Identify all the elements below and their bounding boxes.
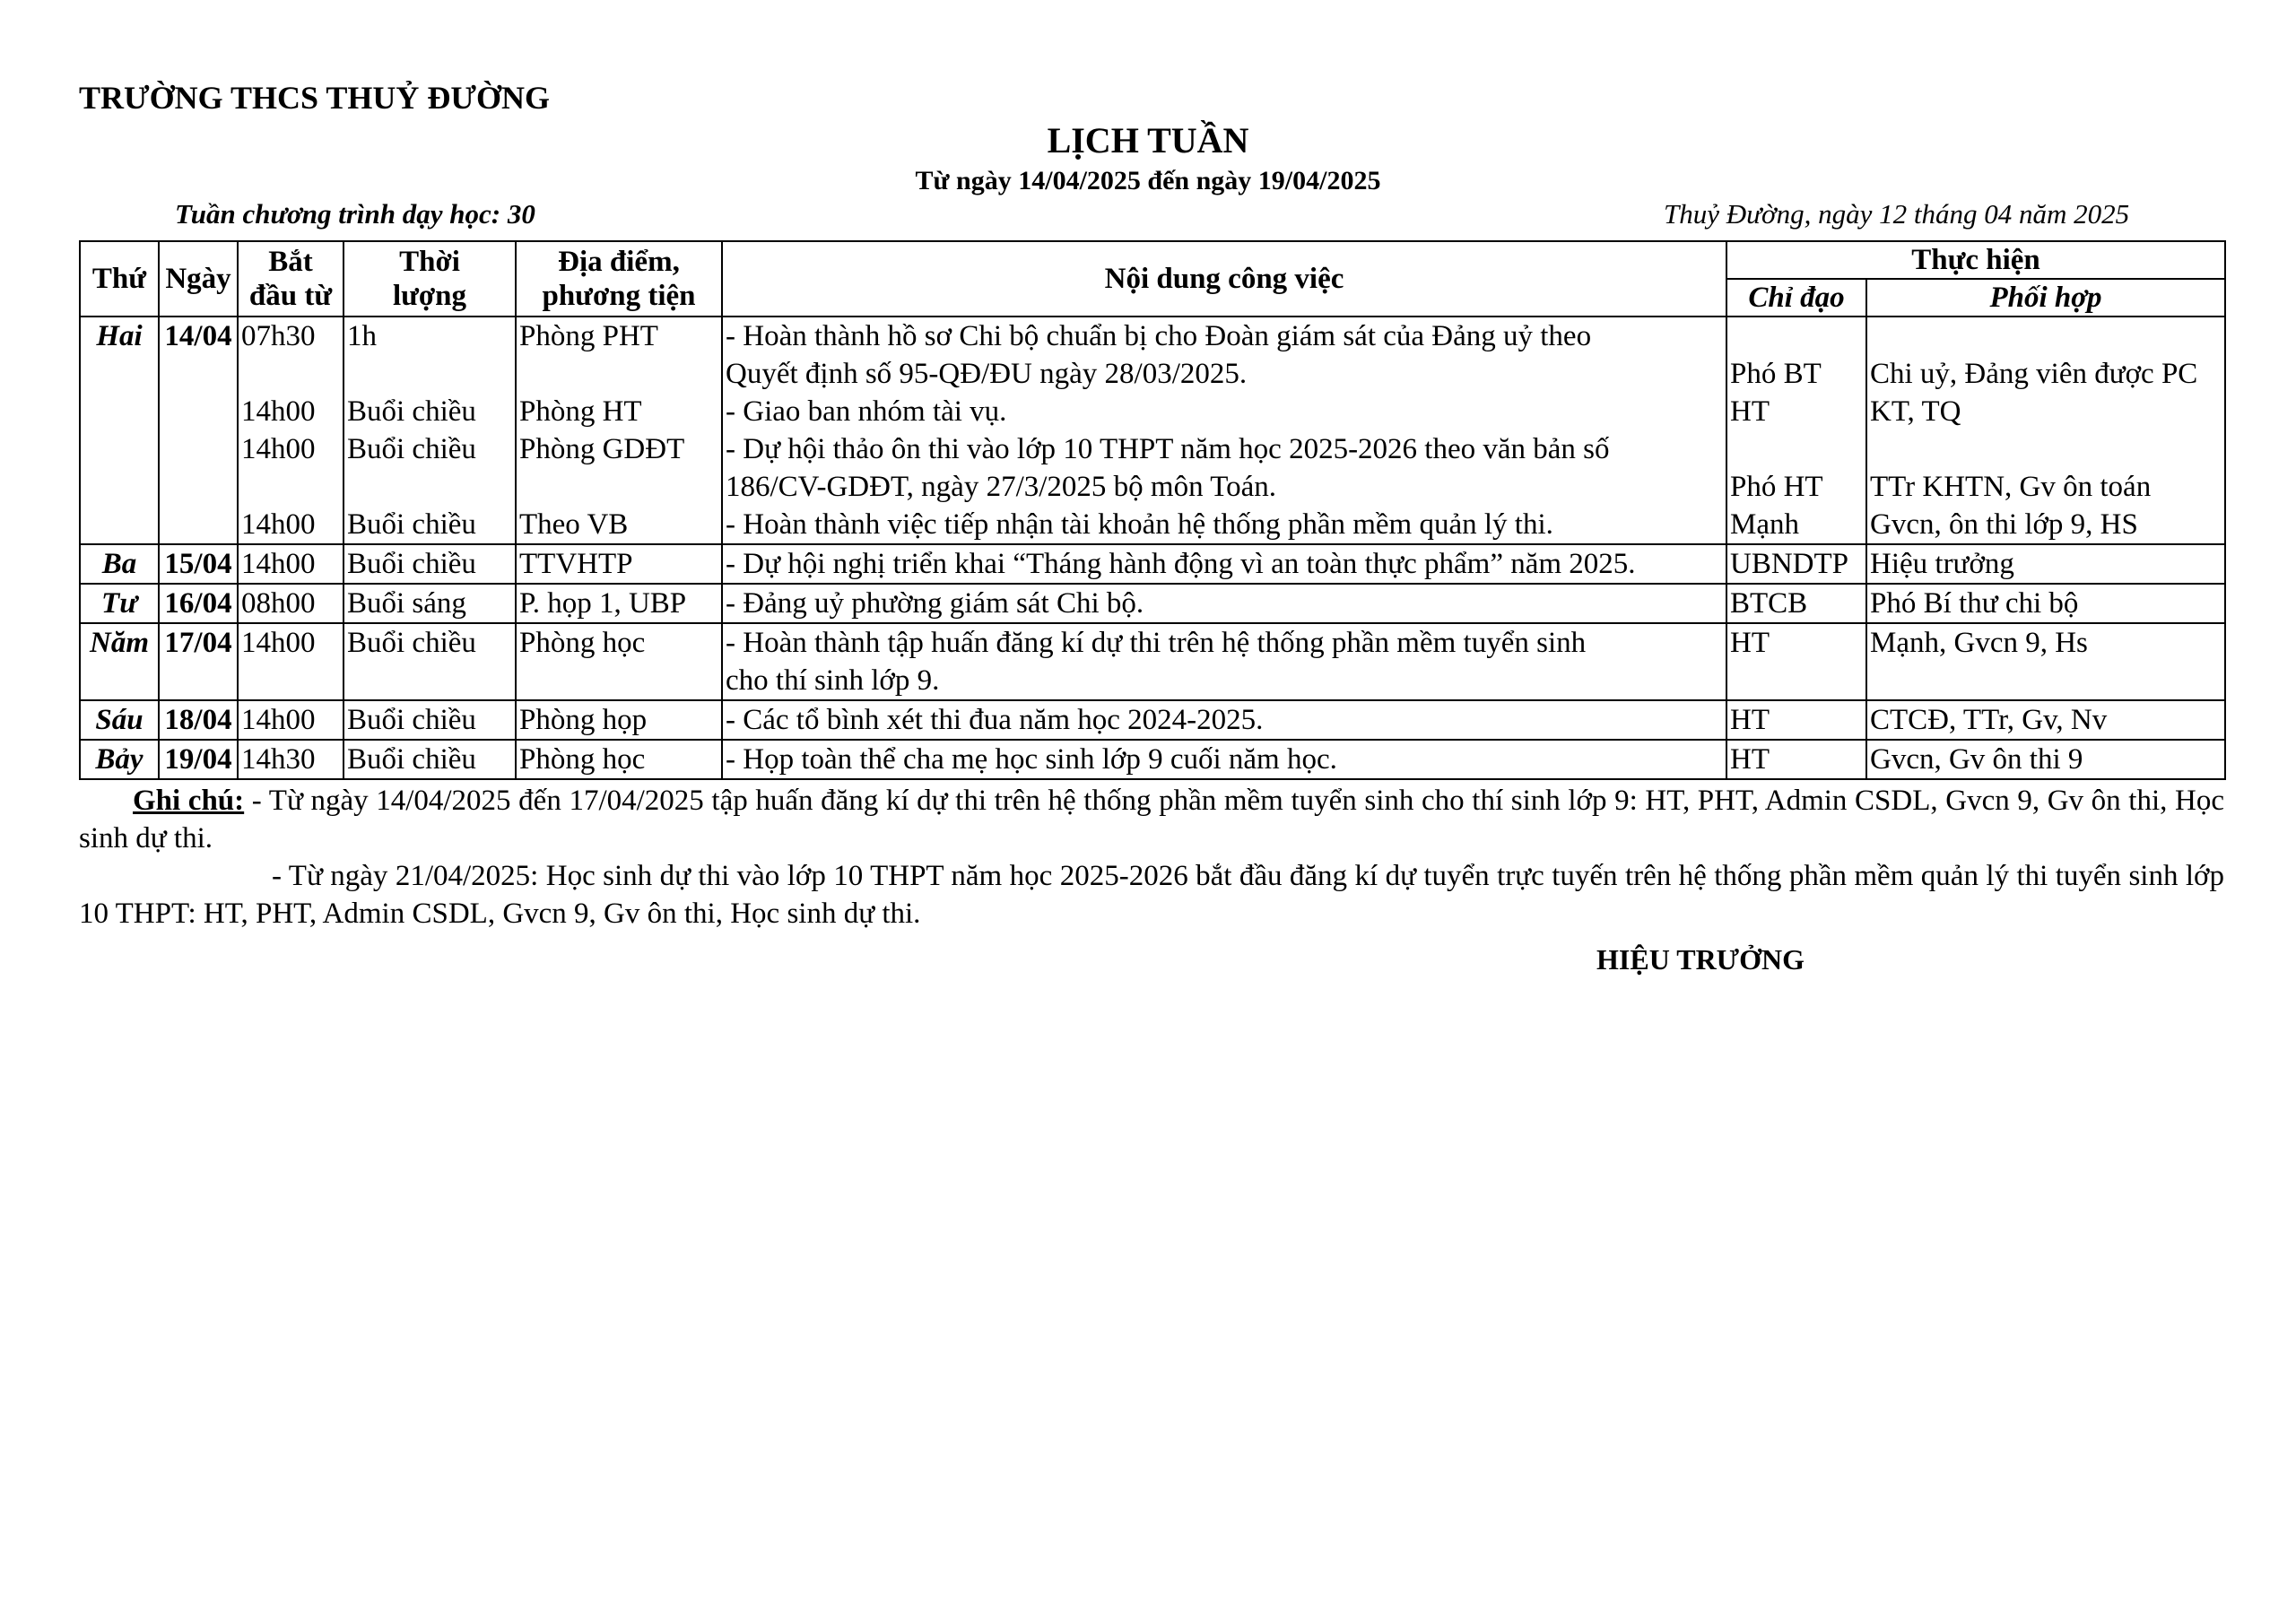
lead-cell: HT xyxy=(1726,623,1866,700)
col-header-thu: Thứ xyxy=(80,241,159,317)
note-2 xyxy=(79,857,2224,932)
note-1 xyxy=(79,782,2224,857)
start-cell: 14h00 xyxy=(238,544,344,584)
day-cell: Hai xyxy=(80,317,159,544)
lead-line: Mạnh xyxy=(1730,508,1799,541)
coop-line xyxy=(1870,317,2222,355)
coop-cell: Gvcn, Gv ôn thi 9 xyxy=(1866,740,2225,779)
date-cell: 15/04 xyxy=(159,544,238,584)
start-line xyxy=(241,355,340,393)
start-line: 14h00 xyxy=(241,508,316,541)
notes-section xyxy=(79,782,2224,932)
duration-line: Buổi chiều xyxy=(347,508,476,541)
duration-cell: Buổi chiều xyxy=(344,623,516,700)
duration-cell: Buổi sáng xyxy=(344,584,516,623)
week-label: Tuần chương trình dạy học: 30 xyxy=(175,198,535,230)
day-cell: Ba xyxy=(80,544,159,584)
col-header-thuc-hien: Thực hiện xyxy=(1726,241,2225,279)
lead-cell: HT xyxy=(1726,740,1866,779)
location-line: Phòng PHT xyxy=(519,320,658,352)
start-cell xyxy=(238,317,344,544)
location-cell: P. họp 1, UBP xyxy=(516,584,722,623)
note-1-text: - Từ ngày 14/04/2025 đến 17/04/2025 tập huấn đăng kí dự thi trên hệ thống phần mềm tuyển sinh cho thí sinh lớp 9: HT, PHT, Admin CSDL, Gvcn 9, Gv ôn thi, Học sinh dự thi. xyxy=(79,785,2224,854)
table-row xyxy=(80,700,2225,740)
coop-cell: Phó Bí thư chi bộ xyxy=(1866,584,2225,623)
col-header-dia-diem xyxy=(516,241,722,317)
content-line: 186/CV-GDĐT, ngày 27/3/2025 bộ môn Toán. xyxy=(726,471,1276,503)
coop-cell: CTCĐ, TTr, Gv, Nv xyxy=(1866,700,2225,740)
lead-line: Phó BT xyxy=(1730,358,1822,390)
duration-line: 1h xyxy=(347,320,377,352)
content-cell xyxy=(722,584,1726,623)
col-header-bat-dau-line1: Bắt xyxy=(268,246,313,278)
col-header-phoi-hop: Phối hợp xyxy=(1866,279,2225,317)
content-line: - Hoàn thành hồ sơ Chi bộ chuẩn bị cho Đoàn giám sát của Đảng uỷ theo xyxy=(726,320,1592,352)
lead-cell xyxy=(1726,317,1866,544)
col-header-noi-dung: Nội dung công việc xyxy=(722,241,1726,317)
location-cell: TTVHTP xyxy=(516,544,722,584)
date-cell: 14/04 xyxy=(159,317,238,544)
school-name: TRƯỜNG THCS THUỶ ĐƯỜNG xyxy=(79,80,551,116)
page-title: LỊCH TUẦN xyxy=(1047,120,1249,160)
table-row xyxy=(80,623,2225,700)
duration-cell: Buổi chiều xyxy=(344,544,516,584)
content-cell xyxy=(722,317,1726,544)
col-header-bat-dau-line2: đầu từ xyxy=(248,280,333,312)
start-cell: 14h30 xyxy=(238,740,344,779)
location-cell xyxy=(516,317,722,544)
location-cell: Phòng học xyxy=(516,623,722,700)
signature-title: HIỆU TRƯỞNG xyxy=(1596,943,1805,976)
start-cell: 14h00 xyxy=(238,700,344,740)
content-line: - Họp toàn thể cha mẹ học sinh lớp 9 cuối năm học. xyxy=(726,743,1337,776)
start-line: 14h00 xyxy=(241,395,316,428)
note-2-text: - Từ ngày 21/04/2025: Học sinh dự thi vào lớp 10 THPT năm học 2025-2026 bắt đầu đăng kí dự tuyển trực tuyến trên hệ thống phần mềm quản lý thi tuyển sinh lớp 10 THPT: HT, PHT, Admin CSDL, Gvcn 9, Gv ôn thi, Học sinh dự thi. xyxy=(79,860,2224,930)
place-date: Thuỷ Đường, ngày 12 tháng 04 năm 2025 xyxy=(1664,198,2130,230)
content-line: - Đảng uỷ phường giám sát Chi bộ. xyxy=(726,587,1144,620)
date-cell: 19/04 xyxy=(159,740,238,779)
lead-line xyxy=(1730,430,1863,468)
col-header-thoi-luong-line2: lượng xyxy=(392,280,467,312)
content-line: Quyết định số 95-QĐ/ĐU ngày 28/03/2025. xyxy=(726,358,1248,390)
table-row xyxy=(80,740,2225,779)
schedule-table xyxy=(79,240,2226,780)
location-line xyxy=(519,355,718,393)
content-cell xyxy=(722,623,1726,700)
coop-cell xyxy=(1866,317,2225,544)
location-line: Phòng GDĐT xyxy=(519,433,685,465)
table-row xyxy=(80,584,2225,623)
content-cell xyxy=(722,544,1726,584)
location-line: Phòng HT xyxy=(519,395,642,428)
lead-line: HT xyxy=(1730,395,1770,428)
col-header-chi-dao: Chỉ đạo xyxy=(1726,279,1866,317)
col-header-thoi-luong xyxy=(344,241,516,317)
coop-cell: Mạnh, Gvcn 9, Hs xyxy=(1866,623,2225,700)
content-line: - Giao ban nhóm tài vụ. xyxy=(726,395,1007,428)
start-cell: 08h00 xyxy=(238,584,344,623)
content-line: - Hoàn thành việc tiếp nhận tài khoản hệ thống phần mềm quản lý thi. xyxy=(726,508,1553,541)
date-cell: 16/04 xyxy=(159,584,238,623)
day-cell: Bảy xyxy=(80,740,159,779)
duration-line: Buổi chiều xyxy=(347,433,476,465)
col-header-thoi-luong-line1: Thời xyxy=(399,246,460,278)
table-row xyxy=(80,544,2225,584)
duration-line xyxy=(347,355,512,393)
lead-cell: BTCB xyxy=(1726,584,1866,623)
content-cell xyxy=(722,740,1726,779)
day-cell: Tư xyxy=(80,584,159,623)
day-cell: Năm xyxy=(80,623,159,700)
lead-line: Phó HT xyxy=(1730,471,1823,503)
notes-label: Ghi chú: xyxy=(133,785,245,817)
content-cell xyxy=(722,700,1726,740)
start-line xyxy=(241,468,340,506)
col-header-dia-diem-line2: phương tiện xyxy=(542,280,696,312)
coop-line: TTr KHTN, Gv ôn toán xyxy=(1870,471,2152,503)
start-cell: 14h00 xyxy=(238,623,344,700)
content-line: - Dự hội thảo ôn thi vào lớp 10 THPT năm học 2025-2026 theo văn bản số xyxy=(726,433,1610,465)
content-line: - Hoàn thành tập huấn đăng kí dự thi trên hệ thống phần mềm tuyển sinh xyxy=(726,627,1587,659)
location-cell: Phòng học xyxy=(516,740,722,779)
start-line: 14h00 xyxy=(241,433,316,465)
date-range: Từ ngày 14/04/2025 đến ngày 19/04/2025 xyxy=(915,166,1381,195)
lead-cell: UBNDTP xyxy=(1726,544,1866,584)
content-line: - Các tổ bình xét thi đua năm học 2024-2025. xyxy=(726,704,1264,736)
location-cell: Phòng họp xyxy=(516,700,722,740)
location-line: Theo VB xyxy=(519,508,629,541)
start-line: 07h30 xyxy=(241,320,316,352)
table-row xyxy=(80,317,2225,544)
coop-line: Chi uỷ, Đảng viên được PC xyxy=(1870,358,2198,390)
col-header-dia-diem-line1: Địa điểm, xyxy=(558,246,680,278)
content-line: cho thí sinh lớp 9. xyxy=(726,664,940,697)
duration-line: Buổi chiều xyxy=(347,395,476,428)
date-cell: 18/04 xyxy=(159,700,238,740)
coop-line xyxy=(1870,430,2222,468)
col-header-ngay: Ngày xyxy=(159,241,238,317)
coop-line: KT, TQ xyxy=(1870,395,1961,428)
duration-cell xyxy=(344,317,516,544)
content-line: - Dự hội nghị triển khai “Tháng hành động vì an toàn thực phẩm” năm 2025. xyxy=(726,548,1636,580)
lead-cell: HT xyxy=(1726,700,1866,740)
day-cell: Sáu xyxy=(80,700,159,740)
coop-cell: Hiệu trưởng xyxy=(1866,544,2225,584)
duration-cell: Buổi chiều xyxy=(344,700,516,740)
duration-line xyxy=(347,468,512,506)
location-line xyxy=(519,468,718,506)
coop-line: Gvcn, ôn thi lớp 9, HS xyxy=(1870,508,2138,541)
duration-cell: Buổi chiều xyxy=(344,740,516,779)
lead-line xyxy=(1730,317,1863,355)
col-header-bat-dau xyxy=(238,241,344,317)
date-cell: 17/04 xyxy=(159,623,238,700)
